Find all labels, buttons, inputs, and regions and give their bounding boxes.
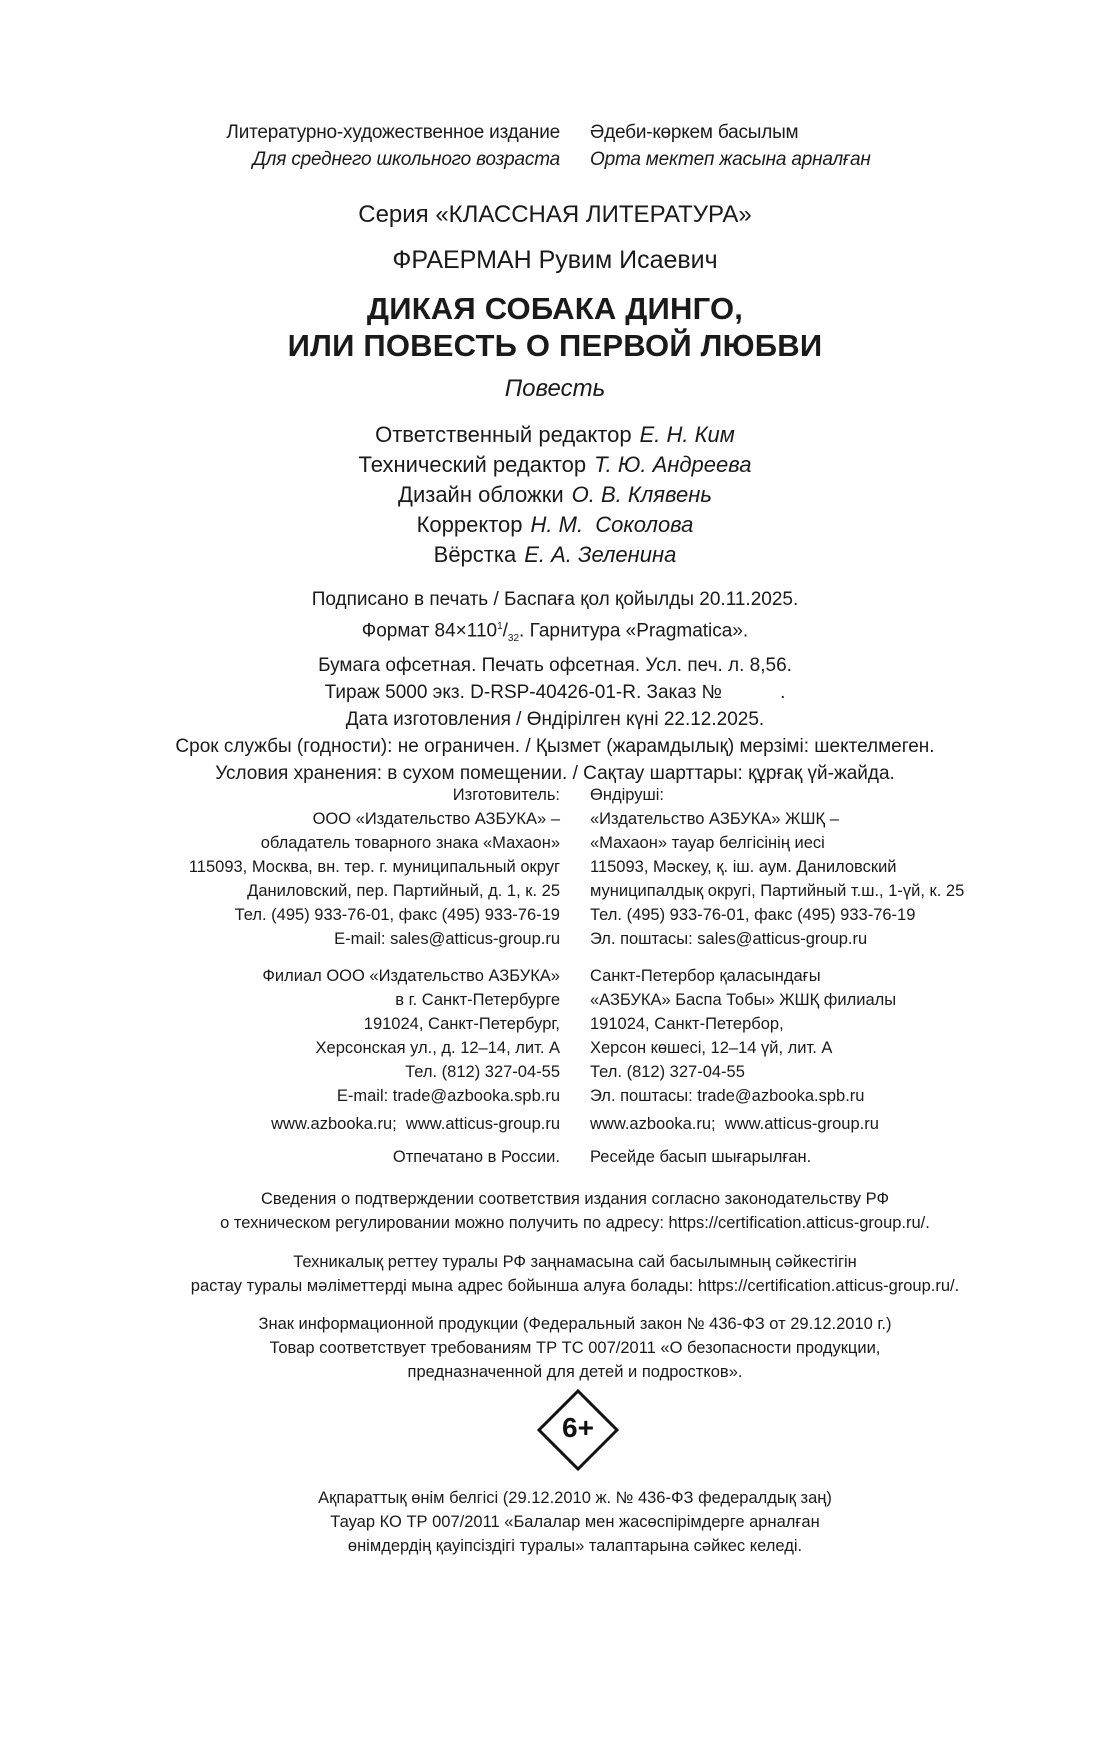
address-line: Херсон көшесі, 12–14 үй, лит. А [590, 1039, 833, 1057]
address-line: 191024, Санкт-Петербург, [363, 1015, 560, 1033]
websites-ru: www.azbooka.ru; www.atticus-group.ru [271, 1115, 560, 1133]
format: Формат $84\times 110^1/_{32}$. Гарнитура «Pragmatica». [361, 620, 749, 645]
signed-to-print: Подписано в печать / Баспаға қол қойылды 20.11.2025. [311, 589, 799, 610]
manufacturer-block [0, 783, 1100, 951]
printed-in-kz: Ресейде басып шығарылған. [590, 1148, 812, 1166]
book-title-line-2: ИЛИ ПОВЕСТЬ О ПЕРВОЙ ЛЮБВИ [287, 328, 823, 363]
address-line: Өндіруші: [590, 786, 664, 804]
cert-line: растау туралы мәліметтерді мына адрес бойынша алуға болады: https://certification.atticus-group.ru/. [190, 1277, 960, 1295]
edition-type-header [0, 119, 1100, 173]
address-line: Херсонская ул., д. 12–14, лит. А [315, 1039, 560, 1057]
age-rating-badge [535, 1387, 621, 1473]
info-line: Ақпараттық өнім белгісі (29.12.2010 ж. № 436-ФЗ федералдық заң) [318, 1489, 832, 1507]
certification-kz [25, 1250, 1100, 1298]
websites [0, 1112, 1100, 1136]
edition-type-ru: Литературно-художественное издание [226, 122, 560, 143]
address-line: в г. Санкт-Петербурге [395, 991, 560, 1009]
address-line: обладатель товарного знака «Махаон» [260, 834, 560, 852]
printed-in [0, 1145, 1100, 1169]
info-mark-ru [25, 1312, 1100, 1384]
print-info [5, 586, 1100, 787]
email-line: Эл. поштасы: sales@atticus-group.ru [590, 930, 868, 948]
credit-row [5, 420, 1100, 450]
address-line: Тел. (812) 327-04-55 [405, 1063, 560, 1081]
address-line: «АЗБУКА» Баспа Тобы» ЖШҚ филиалы [590, 991, 897, 1009]
branch-kz [560, 964, 896, 1108]
certification-ru [25, 1187, 1100, 1235]
info-mark-kz [25, 1486, 1100, 1558]
cert-line: Сведения о подтверждении соответствия издания согласно законодательству РФ [260, 1190, 890, 1208]
book-title-line-1: ДИКАЯ СОБАКА ДИНГО, [366, 291, 744, 326]
address-line: Тел. (495) 933-76-01, факс (495) 933-76-19 [234, 906, 560, 924]
credits [5, 420, 1100, 570]
cert-line: Техникалық реттеу туралы РФ заңнамасына сай басылымның сәйкестігін [293, 1253, 857, 1271]
book-title [5, 290, 1100, 364]
cert-line: о техническом регулировании можно получить по адресу: https://certification.atticus-group.ru/. [220, 1214, 930, 1232]
websites-kz: www.azbooka.ru; www.atticus-group.ru [590, 1115, 879, 1133]
branch-ru [0, 964, 560, 1108]
info-line: Знак информационной продукции (Федеральный закон № 436-ФЗ от 29.12.2010 г.) [258, 1315, 892, 1333]
print-run: Тираж 5000 экз. D-RSP-40426-01-R. Заказ № . [324, 682, 786, 704]
credit-role: Корректор [416, 512, 523, 537]
storage-conditions: Условия хранения: в сухом помещении. / Сақтау шарттары: құрғақ үй-жайда. [215, 763, 895, 785]
credit-name: Е. Н. Ким [639, 422, 735, 447]
paper-info: Бумага офсетная. Печать офсетная. Усл. печ. л. 8,56. [318, 655, 792, 677]
address-line: ООО «Издательство АЗБУКА» – [312, 810, 560, 828]
address-line: муниципалдық округі, Партийный т.ш., 1-үй, к. 25 [590, 882, 965, 900]
credit-name: Н. М. Соколова [530, 512, 694, 537]
credit-row [5, 480, 1100, 510]
credit-role: Вёрстка [433, 542, 517, 567]
age-rating: 6+ [562, 1412, 594, 1443]
author: ФРАЕРМАН Рувим Исаевич [392, 246, 718, 274]
email-line: E-mail: sales@atticus-group.ru [334, 930, 560, 948]
audience-kz: Орта мектеп жасына арналған [590, 149, 871, 170]
edition-type-kz: Әдеби-көркем басылым [590, 122, 799, 143]
format-suffix: . Гарнитура «Pragmatica». [519, 620, 749, 642]
email-line: Эл. поштасы: trade@azbooka.spb.ru [590, 1087, 865, 1105]
email-line: E-mail: trade@azbooka.spb.ru [336, 1087, 560, 1105]
address-line: 115093, Москва, вн. тер. г. муниципальный округ [188, 858, 560, 876]
info-line: өнімдердің қауіпсіздігі туралы» талаптарына сәйкес келеді. [347, 1537, 803, 1555]
address-line: 115093, Мәскеу, қ. іш. аум. Даниловский [590, 858, 897, 876]
shelf-life: Срок службы (годности): не ограничен. / Қызмет (жарамдылық) мерзімі: шектелмеген. [175, 736, 935, 758]
format-prefix: Формат 84×110 [361, 620, 498, 642]
credit-role: Ответственный редактор [375, 422, 632, 447]
address-line: Изготовитель: [452, 786, 560, 804]
series: Серия «КЛАССНАЯ ЛИТЕРАТУРА» [358, 201, 752, 228]
credit-name: Е. А. Зеленина [524, 542, 677, 567]
credit-row [5, 510, 1100, 540]
info-line: Тауар КО ТР 007/2011 «Балалар мен жасөспірімдерге арналған [330, 1513, 820, 1531]
printed-in-ru: Отпечатано в России. [392, 1148, 560, 1166]
format-numerator: 1 [497, 621, 503, 632]
address-line: «Издательство АЗБУКА» ЖШҚ – [590, 810, 839, 828]
manufacture-date: Дата изготовления / Өндірілген күні 22.12.2025. [345, 709, 765, 731]
credit-role: Дизайн обложки [398, 482, 564, 507]
address-line: «Махаон» тауар белгісінің иесі [590, 834, 825, 852]
address-line: 191024, Санкт-Петербор, [590, 1015, 784, 1033]
credit-name: О. В. Клявень [571, 482, 712, 507]
credit-name: Т. Ю. Андреева [594, 452, 752, 477]
credit-role: Технический редактор [358, 452, 587, 477]
address-line: Тел. (495) 933-76-01, факс (495) 933-76-19 [590, 906, 916, 924]
address-line: Даниловский, пер. Партийный, д. 1, к. 25 [247, 882, 560, 900]
info-line: предназначенной для детей и подростков». [407, 1363, 743, 1381]
genre: Повесть [504, 375, 606, 402]
address-line: Санкт-Петербор қаласындағы [590, 967, 821, 985]
credit-row [5, 450, 1100, 480]
credit-row [5, 540, 1100, 570]
address-line: Тел. (812) 327-04-55 [590, 1063, 745, 1081]
manufacturer-ru [0, 783, 560, 951]
format-denominator: 32 [507, 633, 520, 645]
audience-ru: Для среднего школьного возраста [252, 149, 560, 170]
branch-block [0, 964, 1100, 1108]
manufacturer-kz [560, 783, 964, 951]
address-line: Филиал ООО «Издательство АЗБУКА» [262, 967, 560, 985]
info-line: Товар соответствует требованиям ТР ТС 007/2011 «О безопасности продукции, [269, 1339, 881, 1357]
